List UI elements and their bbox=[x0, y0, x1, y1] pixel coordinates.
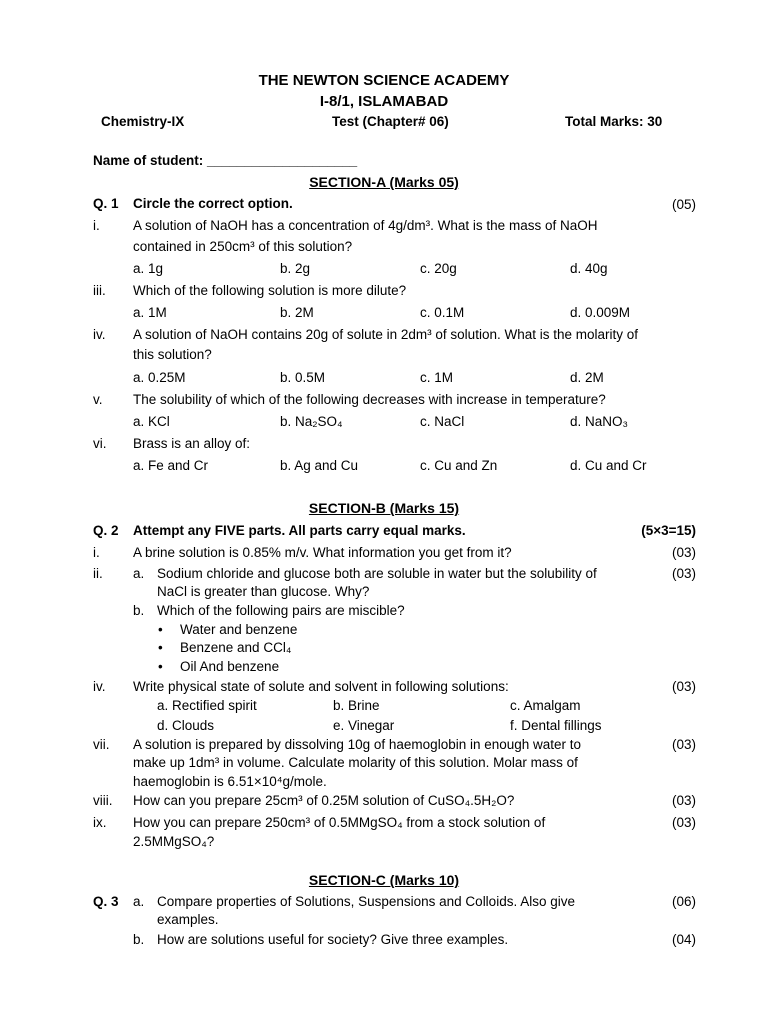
q1-iii-number: iii. bbox=[93, 283, 106, 298]
student-name-field[interactable]: Name of student: ____________________ bbox=[93, 153, 358, 168]
q2-i-text: A brine solution is 0.85% m/v. What information you get from it? bbox=[133, 545, 512, 560]
q2-i-number: i. bbox=[93, 545, 100, 560]
q1-v-option-d[interactable]: d. NaNO₃ bbox=[570, 414, 629, 429]
q1-v-option-a[interactable]: a. KCl bbox=[133, 414, 170, 429]
q1-iii-option-c[interactable]: c. 0.1M bbox=[420, 305, 465, 320]
q1-v-option-b[interactable]: b. Na₂SO₄ bbox=[280, 414, 343, 429]
q2-iv-option-a: a. Rectified spirit bbox=[157, 698, 257, 713]
q2-vii-marks: (03) bbox=[671, 737, 696, 752]
q1-instruction: Circle the correct option. bbox=[133, 196, 293, 211]
q1-vi-number: vi. bbox=[93, 436, 107, 451]
q2-ii-number: ii. bbox=[93, 566, 103, 581]
q2-viii-number: viii. bbox=[93, 793, 113, 808]
q1-iii-option-b[interactable]: b. 2M bbox=[280, 305, 314, 320]
q3-a-line2: examples. bbox=[157, 912, 219, 927]
q1-vi-option-a[interactable]: a. Fe and Cr bbox=[133, 458, 209, 473]
q2-ii-a-line1: Sodium chloride and glucose both are soluble in water but the solubility of bbox=[157, 566, 597, 581]
q1-i-option-b[interactable]: b. 2g bbox=[280, 261, 311, 276]
q2-vii-number: vii. bbox=[93, 737, 110, 752]
q2-iv-option-b: b. Brine bbox=[333, 698, 380, 713]
q2-viii-text: How can you prepare 25cm³ of 0.25M solution of CuSO₄.5H₂O? bbox=[133, 793, 515, 808]
q3-number: Q. 3 bbox=[93, 894, 119, 909]
q2-ii-bullet-item: • Oil And benzene bbox=[180, 659, 279, 674]
q1-iv-option-a[interactable]: a. 0.25M bbox=[133, 370, 186, 385]
section-c-title: SECTION-C (Marks 10) bbox=[308, 872, 460, 888]
q2-ii-bullet-item: • Benzene and CCl₄ bbox=[180, 640, 291, 655]
q3-b-marks: (04) bbox=[671, 932, 696, 947]
q1-iii-text: Which of the following solution is more dilute? bbox=[133, 283, 407, 298]
q3-a-line1: Compare properties of Solutions, Suspensions and Colloids. Also give bbox=[157, 894, 575, 909]
q1-iv-text-line1: A solution of NaOH contains 20g of solute in 2dm³ of solution. What is the molarity of bbox=[133, 327, 639, 342]
q1-i-option-a[interactable]: a. 1g bbox=[133, 261, 164, 276]
q2-number: Q. 2 bbox=[93, 523, 119, 538]
section-a-title: SECTION-A (Marks 05) bbox=[309, 174, 459, 190]
q1-i-text-line2: contained in 250cm³ of this solution? bbox=[133, 239, 353, 254]
q1-i-option-c[interactable]: c. 20g bbox=[420, 261, 457, 276]
q2-vii-line2: make up 1dm³ in volume. Calculate molarity of this solution. Molar mass of bbox=[133, 755, 578, 770]
total-marks: Total Marks: 30 bbox=[565, 114, 663, 129]
q2-i-marks: (03) bbox=[671, 545, 696, 560]
q1-v-number: v. bbox=[93, 392, 103, 407]
q1-iii-option-d[interactable]: d. 0.009M bbox=[570, 305, 631, 320]
q2-iv-option-e: e. Vinegar bbox=[333, 718, 395, 733]
q1-v-text: The solubility of which of the following decreases with increase in temperature? bbox=[133, 392, 606, 407]
q2-ii-a-line2: NaCl is greater than glucose. Why? bbox=[157, 584, 370, 599]
q3-a-label: a. bbox=[133, 894, 145, 909]
q1-i-option-d[interactable]: d. 40g bbox=[570, 261, 608, 276]
q2-iv-option-c: c. Amalgam bbox=[510, 698, 581, 713]
q1-iv-number: iv. bbox=[93, 327, 106, 342]
q2-marks: (5×3=15) bbox=[641, 523, 696, 538]
q1-i-text-line1: A solution of NaOH has a concentration of 4g/dm³. What is the mass of NaOH bbox=[133, 218, 598, 233]
q1-i-number: i. bbox=[93, 218, 100, 233]
q2-ix-number: ix. bbox=[93, 815, 107, 830]
q1-vi-option-d[interactable]: d. Cu and Cr bbox=[570, 458, 647, 473]
q2-ix-marks: (03) bbox=[671, 815, 696, 830]
q1-iv-option-c[interactable]: c. 1M bbox=[420, 370, 454, 385]
q1-iv-option-b[interactable]: b. 0.5M bbox=[280, 370, 326, 385]
q2-iv-marks: (03) bbox=[671, 679, 696, 694]
q2-ii-a-label: a. bbox=[133, 566, 145, 581]
q1-vi-option-c[interactable]: c. Cu and Zn bbox=[420, 458, 498, 473]
q2-iv-number: iv. bbox=[93, 679, 106, 694]
q1-v-option-c[interactable]: c. NaCl bbox=[420, 414, 465, 429]
q1-vi-text: Brass is an alloy of: bbox=[133, 436, 251, 451]
q2-vii-line3: haemoglobin is 6.51×10⁴g/mole. bbox=[133, 774, 327, 789]
q1-iv-option-d[interactable]: d. 2M bbox=[570, 370, 604, 385]
q2-viii-marks: (03) bbox=[671, 793, 696, 808]
q2-ii-b-text: Which of the following pairs are miscible? bbox=[157, 603, 405, 618]
school-name: THE NEWTON SCIENCE ACADEMY bbox=[258, 72, 510, 89]
subject: Chemistry-IX bbox=[101, 114, 185, 129]
q3-a-marks: (06) bbox=[671, 894, 696, 909]
q2-ii-b-label: b. bbox=[133, 603, 145, 618]
q1-iii-option-a[interactable]: a. 1M bbox=[133, 305, 167, 320]
test-title: Test (Chapter# 06) bbox=[332, 114, 449, 129]
q2-ix-line1: How you can prepare 250cm³ of 0.5MMgSO₄ from a stock solution of bbox=[133, 815, 546, 830]
q2-iv-option-d: d. Clouds bbox=[157, 718, 215, 733]
q2-ii-bullet-item: • Water and benzene bbox=[180, 622, 297, 637]
q2-vii-line1: A solution is prepared by dissolving 10g of haemoglobin in enough water to bbox=[133, 737, 582, 752]
q2-instruction: Attempt any FIVE parts. All parts carry equal marks. bbox=[133, 523, 466, 538]
q2-iv-option-f: f. Dental fillings bbox=[510, 718, 602, 733]
section-b-title: SECTION-B (Marks 15) bbox=[308, 500, 460, 516]
q1-number: Q. 1 bbox=[93, 196, 119, 211]
q2-ii-marks: (03) bbox=[671, 566, 696, 581]
q2-ix-line2: 2.5MMgSO₄? bbox=[133, 834, 215, 849]
q1-iv-text-line2: this solution? bbox=[133, 347, 212, 362]
q1-vi-option-b[interactable]: b. Ag and Cu bbox=[280, 458, 359, 473]
q1-marks: (05) bbox=[671, 197, 696, 212]
q2-iv-text: Write physical state of solute and solvent in following solutions: bbox=[133, 679, 509, 694]
q3-b-label: b. bbox=[133, 932, 145, 947]
school-address: I-8/1, ISLAMABAD bbox=[319, 93, 449, 110]
q3-b-text: How are solutions useful for society? Give three examples. bbox=[157, 932, 509, 947]
